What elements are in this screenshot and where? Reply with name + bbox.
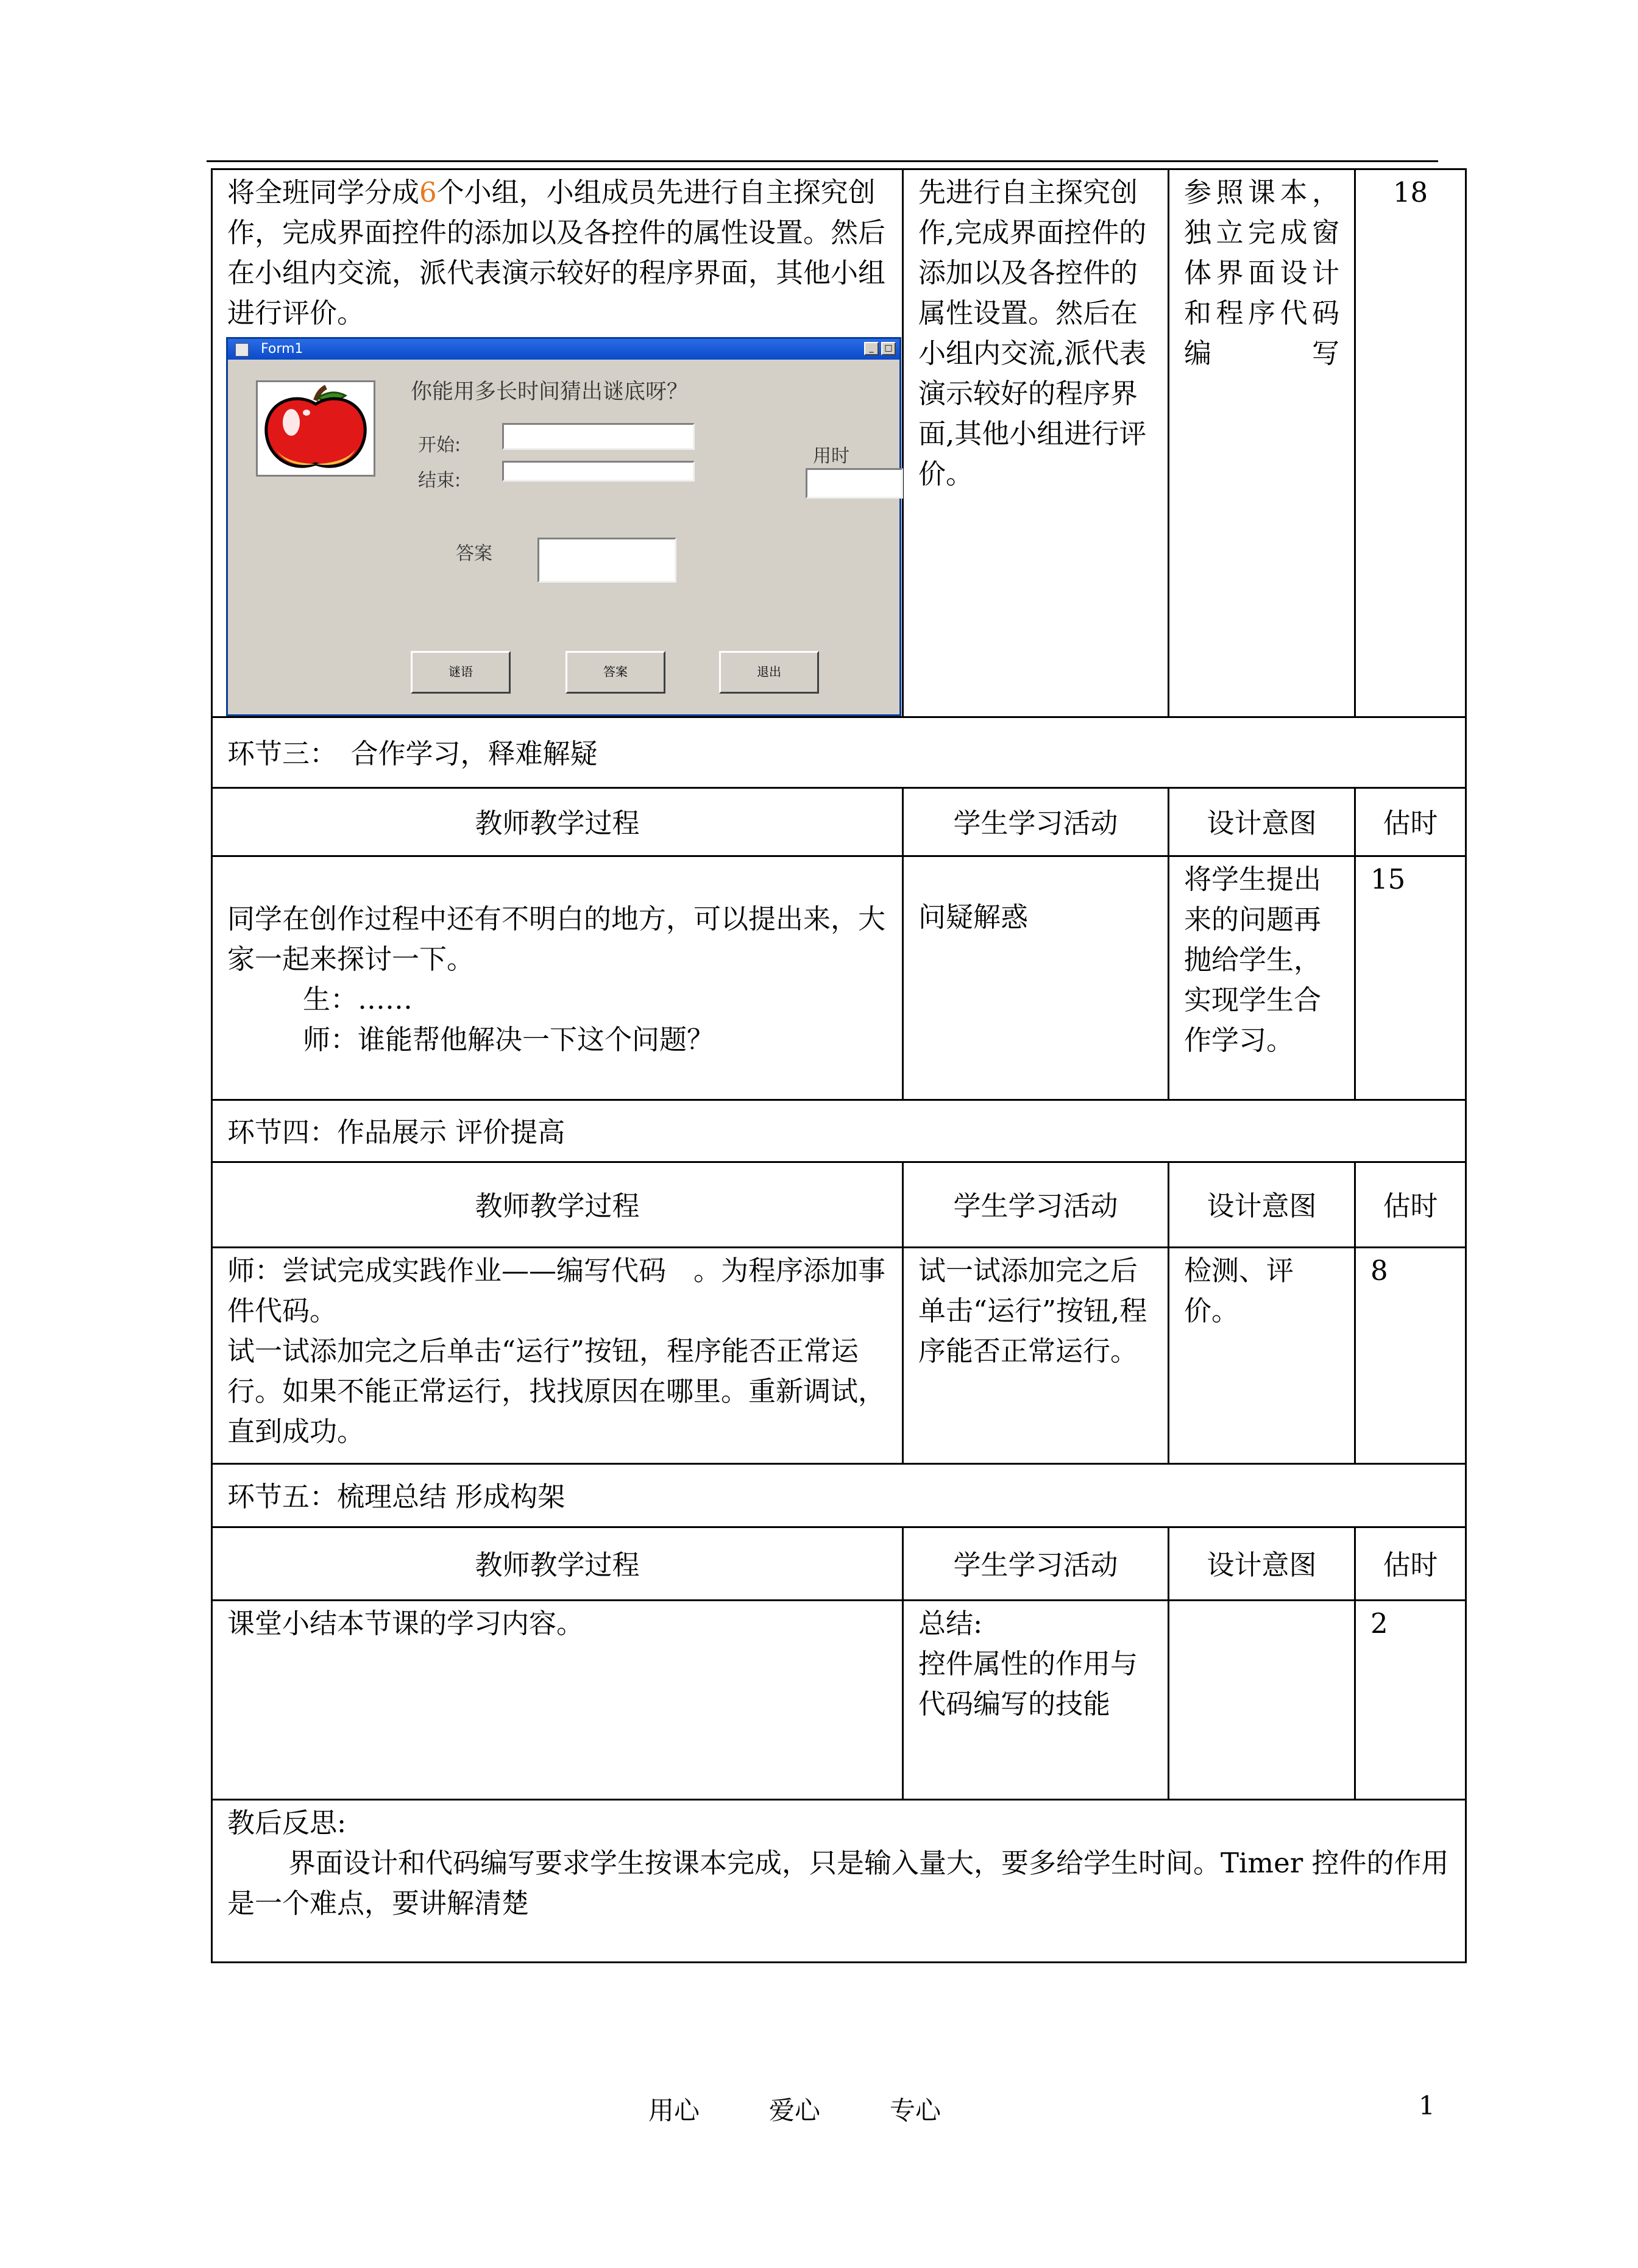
header-time-estimate: 估时: [1355, 788, 1466, 856]
section-4-teacher-line-2: 试一试添加完之后单击“运行”按钮，程序能否正常运行。如果不能正常运行，找找原因在哪里。重新调试，直到成功。: [227, 1335, 886, 1448]
header-student-activity: 学生学习活动: [903, 788, 1169, 856]
page-number: 1: [1419, 2091, 1435, 2120]
section-3-teacher-line-3: 师：谁能帮他解决一下这个问题？: [303, 1023, 715, 1056]
answer-field[interactable]: [537, 538, 676, 583]
vb-form-screenshot: [226, 337, 901, 716]
footer-word-1: 用心: [648, 2096, 700, 2125]
header-rule: [207, 160, 1438, 162]
section-5-time-cell: 2: [1355, 1601, 1466, 1800]
header-design-intent: 设计意图: [1169, 1527, 1355, 1601]
section-5-student-cell: [903, 1601, 1169, 1800]
time-estimate-cell: 18: [1355, 169, 1466, 717]
section-4-teacher-line-1: 师：尝试完成实践作业——编写代码 。为程序添加事件代码。: [227, 1254, 886, 1327]
design-intent-cell: 参照课本，独立完成窗体界面设计和程序代码编写: [1169, 169, 1355, 717]
section-5-design-cell: [1169, 1601, 1355, 1800]
header-teacher-process: 教师教学过程: [212, 788, 903, 856]
header-design-intent: 设计意图: [1169, 1162, 1355, 1248]
teacher-text-pre: 将全班同学分成: [227, 176, 420, 208]
section-5-content-row: [212, 1601, 1466, 1800]
answer-label: 答案: [456, 543, 492, 564]
section-3-design-cell: 将学生提出来的问题再抛给学生，实现学生合作学习。: [1169, 856, 1355, 1100]
header-design-intent: 设计意图: [1169, 788, 1355, 856]
section-3-teacher-line-1: 同学在创作过程中还有不明白的地方，可以提出来，大家一起来探讨一下。: [227, 902, 886, 975]
header-teacher-process: 教师教学过程: [212, 1162, 903, 1248]
form-system-icon: [235, 343, 249, 357]
section-3-content-row: [212, 856, 1466, 1100]
section-5-title: 环节五：梳理总结 形成构架: [212, 1464, 1466, 1527]
section-3-teacher-cell: [212, 856, 903, 1100]
section-5-student-line-2: 控件属性的作用与代码编写的技能: [918, 1648, 1138, 1720]
section-5-teacher-cell: 课堂小结本节课的学习内容。: [212, 1601, 903, 1800]
group-count: 6: [419, 176, 437, 208]
section-3-header-row: [212, 788, 1466, 856]
section-4-time-cell: 8: [1355, 1248, 1466, 1464]
section-3-title: 环节三： 合作学习，释难解疑: [212, 717, 1466, 788]
vb-form-titlebar: [228, 339, 899, 360]
activity-row-1: [212, 169, 1466, 717]
riddle-button[interactable]: 谜语: [411, 651, 511, 694]
teacher-process-text: [227, 172, 887, 333]
header-student-activity: 学生学习活动: [903, 1162, 1169, 1248]
section-4-header-row: [212, 1162, 1466, 1248]
maximize-icon[interactable]: □: [881, 342, 896, 355]
end-label: 结束:: [418, 470, 461, 491]
header-student-activity: 学生学习活动: [903, 1527, 1169, 1601]
minimize-icon[interactable]: _: [864, 342, 879, 355]
footer-word-2: 爱心: [769, 2096, 821, 2125]
section-3-time-cell: 15: [1355, 856, 1466, 1100]
teacher-process-cell: [212, 169, 903, 717]
used-time-label: 用时: [813, 446, 849, 467]
exit-button[interactable]: 退出: [719, 651, 819, 694]
section-4-design-cell: 检测、评价。: [1169, 1248, 1355, 1464]
footer-word-3: 专心: [890, 2096, 941, 2125]
header-time-estimate: 估时: [1355, 1527, 1466, 1601]
reflection-body-text: 界面设计和代码编写要求学生按课本完成，只是输入量大，要多给学生时间。Timer 控件的作用是一个难点，要讲解清楚: [227, 1847, 1449, 1919]
student-activity-cell: 先进行自主探究创作,完成界面控件的添加以及各控件的属性设置。然后在小组内交流,派代表演示较好的程序界面,其他小组进行评价。: [903, 169, 1169, 717]
answer-button[interactable]: 答案: [566, 651, 665, 694]
section-3-student-cell: 问疑解惑: [903, 856, 1169, 1100]
apple-icon: [258, 382, 374, 475]
start-time-field[interactable]: [502, 423, 695, 450]
end-time-field[interactable]: [502, 461, 695, 482]
start-label: 开始:: [418, 435, 461, 456]
reflection-title: 教后反思:: [227, 1807, 347, 1839]
apple-picture: [256, 380, 375, 477]
section-5-header-row: [212, 1527, 1466, 1601]
reflection-body: [227, 1843, 1450, 1924]
reflection-cell: [212, 1800, 1466, 1963]
section-4-teacher-cell: [212, 1248, 903, 1464]
vb-form-title: Form1: [261, 341, 303, 357]
section-4-title: 环节四：作品展示 评价提高: [212, 1100, 1466, 1162]
used-time-field[interactable]: [806, 468, 903, 499]
section-5-student-line-1: 总结:: [918, 1607, 983, 1640]
question-label: 你能用多长时间猜出谜底呀？: [411, 380, 689, 404]
section-4-content-row: [212, 1248, 1466, 1464]
section-4-student-cell: 试一试添加完之后单击“运行”按钮,程序能否正常运行。: [903, 1248, 1169, 1464]
section-3-teacher-line-2: 生：……: [303, 983, 413, 1015]
teacher-text-post: 个小组，小组成员先进行自主探究创作，完成界面控件的添加以及各控件的属性设置。然后在小组内交流，派代表演示较好的程序界面，其他小组进行评价。: [227, 176, 886, 329]
header-teacher-process: 教师教学过程: [212, 1527, 903, 1601]
header-time-estimate: 估时: [1355, 1162, 1466, 1248]
lesson-plan-table: [211, 168, 1467, 1963]
